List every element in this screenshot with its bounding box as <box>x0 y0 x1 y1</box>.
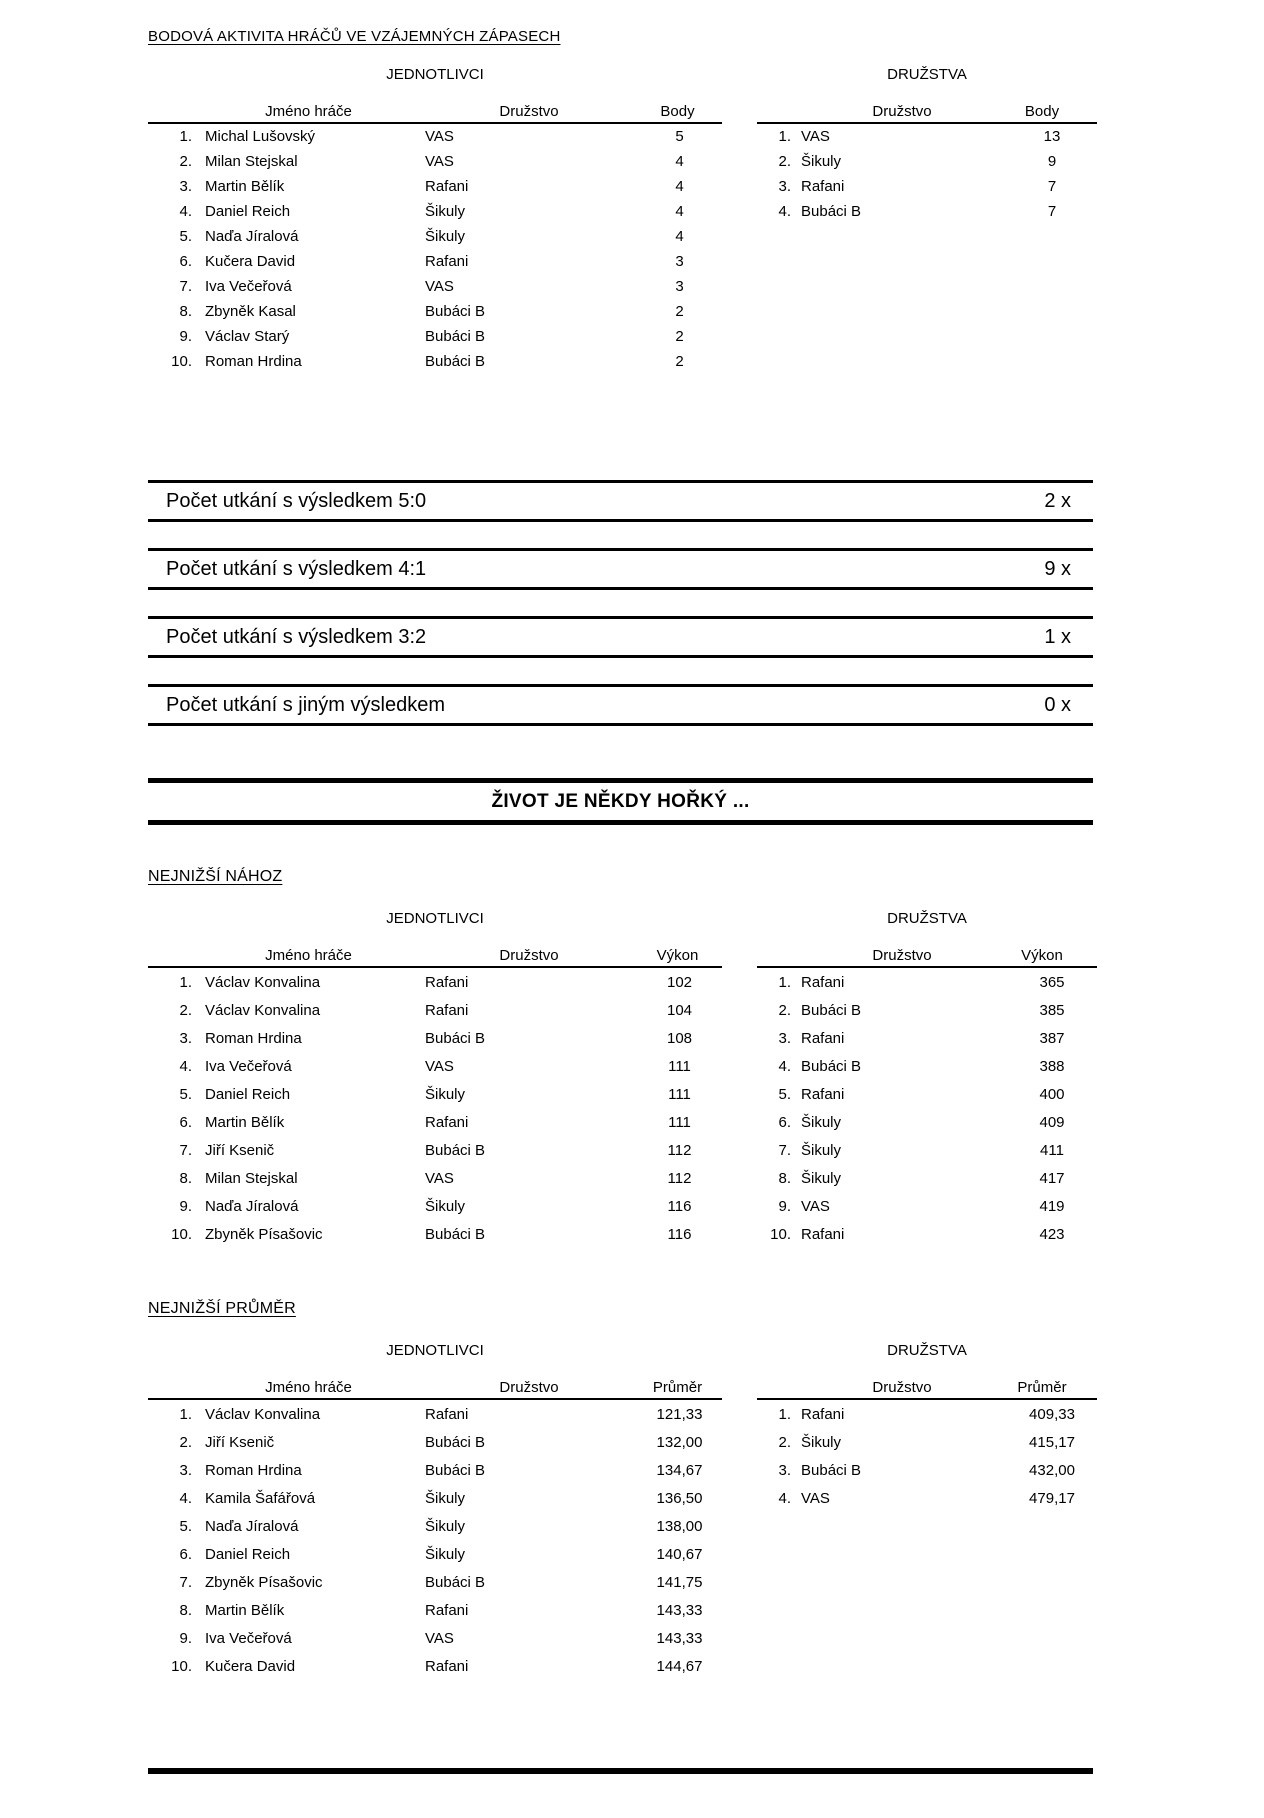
average-teams-table <box>757 1342 1097 1680</box>
table-row <box>148 996 722 1024</box>
table-row <box>148 1136 722 1164</box>
row-average: 121,33 <box>656 1405 703 1423</box>
row-player-name: Milan Stejskal <box>205 153 298 170</box>
table-row <box>148 199 722 224</box>
table-row <box>757 174 1097 199</box>
row-rank: 9. <box>179 328 192 345</box>
row-points: 7 <box>1047 178 1057 195</box>
row-rank: 2. <box>179 1433 192 1451</box>
table-row <box>757 1080 1097 1108</box>
row-team: Šikuly <box>425 1085 466 1103</box>
table-header <box>757 946 1097 968</box>
row-team: Šikuly <box>801 1113 842 1131</box>
row-player-name: Zbyněk Kasal <box>205 303 296 320</box>
row-performance: 111 <box>668 1113 691 1131</box>
points-individuals-table <box>148 66 722 374</box>
row-rank: 2. <box>179 153 192 170</box>
points-activity-section <box>148 66 1264 374</box>
row-player-name: Roman Hrdina <box>205 353 302 370</box>
table-row <box>757 1136 1097 1164</box>
row-points: 7 <box>1047 203 1057 220</box>
row-rank: 1. <box>778 973 791 991</box>
row-team: Bubáci B <box>425 1573 486 1591</box>
col-header-performance: Výkon <box>656 947 699 964</box>
table-row <box>148 1108 722 1136</box>
row-team: Bubáci B <box>425 303 486 320</box>
row-average: 140,67 <box>656 1545 703 1563</box>
row-performance: 400 <box>1039 1085 1065 1103</box>
row-team: Rafani <box>425 253 469 270</box>
row-player-name: Zbyněk Písašovic <box>205 1573 323 1591</box>
table-row <box>148 299 722 324</box>
row-average: 409,33 <box>1029 1405 1075 1423</box>
row-points: 4 <box>675 203 684 220</box>
row-player-name: Kučera David <box>205 253 296 270</box>
row-points: 2 <box>675 353 684 370</box>
table-row <box>757 1484 1097 1512</box>
table-row <box>148 1220 722 1248</box>
row-rank: 3. <box>179 1461 192 1479</box>
row-player-name: Daniel Reich <box>205 203 291 220</box>
row-player-name: Václav Konvalina <box>205 1405 321 1423</box>
table-row <box>148 349 722 374</box>
row-rank: 2. <box>179 1001 192 1019</box>
row-team: Rafani <box>801 178 845 195</box>
table-row <box>757 968 1097 996</box>
row-average: 132,00 <box>656 1433 703 1451</box>
table-row <box>148 1512 722 1540</box>
table-row <box>148 274 722 299</box>
table-row <box>757 996 1097 1024</box>
row-rank: 6. <box>778 1113 791 1131</box>
table-header <box>148 946 722 968</box>
col-header-performance: Výkon <box>1021 947 1063 964</box>
row-rank: 3. <box>778 1029 791 1047</box>
row-performance: 111 <box>668 1085 691 1103</box>
table-row <box>148 1596 722 1624</box>
row-team: VAS <box>425 153 454 170</box>
row-performance: 116 <box>667 1225 692 1243</box>
row-rank: 10. <box>171 353 192 370</box>
row-performance: 411 <box>1040 1141 1064 1159</box>
row-team: Bubáci B <box>425 1433 486 1451</box>
row-team: Rafani <box>425 1405 469 1423</box>
row-rank: 3. <box>179 178 192 195</box>
row-player-name: Daniel Reich <box>205 1085 291 1103</box>
table-row <box>757 1220 1097 1248</box>
row-rank: 4. <box>778 1489 791 1507</box>
table-row <box>757 1052 1097 1080</box>
teams-heading: DRUŽSTVA <box>887 66 967 83</box>
row-performance: 365 <box>1039 973 1065 991</box>
col-header-average: Průměr <box>652 1379 703 1396</box>
col-header-team: Družstvo <box>872 103 932 120</box>
table-row <box>757 1428 1097 1456</box>
row-player-name: Martin Bělík <box>205 178 285 195</box>
row-performance: 116 <box>667 1197 692 1215</box>
col-header-player-name: Jméno hráče <box>265 947 352 964</box>
table-row <box>148 224 722 249</box>
match-count-label: Počet utkání s výsledkem 5:0 <box>166 489 427 512</box>
row-player-name: Iva Večeřová <box>205 1057 292 1075</box>
table-row <box>148 968 722 996</box>
banner-bottom-rule <box>148 820 1093 825</box>
row-performance: 385 <box>1039 1001 1065 1019</box>
row-player-name: Kamila Šafářová <box>205 1489 316 1507</box>
row-points: 2 <box>675 303 684 320</box>
table-row <box>148 1192 722 1220</box>
row-rank: 10. <box>770 1225 791 1243</box>
row-rank: 4. <box>179 1057 192 1075</box>
row-player-name: Jiří Ksenič <box>205 1141 275 1159</box>
row-team: Rafani <box>425 178 469 195</box>
table-row <box>148 1080 722 1108</box>
row-performance: 108 <box>666 1029 693 1047</box>
match-count-box <box>148 616 1093 658</box>
table-header <box>148 1378 722 1400</box>
row-rank: 8. <box>179 303 192 320</box>
table-row <box>757 1024 1097 1052</box>
row-player-name: Martin Bělík <box>205 1601 285 1619</box>
row-points: 4 <box>675 228 684 245</box>
row-average: 143,33 <box>656 1629 703 1647</box>
row-player-name: Roman Hrdina <box>205 1461 302 1479</box>
row-points: 2 <box>675 328 684 345</box>
row-team: Rafani <box>425 1001 469 1019</box>
col-header-team: Družstvo <box>872 1379 932 1396</box>
row-performance: 104 <box>666 1001 693 1019</box>
row-rank: 1. <box>778 1405 791 1423</box>
row-points: 3 <box>675 278 684 295</box>
col-header-player-name: Jméno hráče <box>265 1379 352 1396</box>
table-row <box>148 1568 722 1596</box>
row-performance: 409 <box>1039 1113 1065 1131</box>
row-rank: 10. <box>171 1225 192 1243</box>
row-player-name: Martin Bělík <box>205 1113 285 1131</box>
row-team: Rafani <box>425 1601 469 1619</box>
match-count-label: Počet utkání s jiným výsledkem <box>166 693 445 716</box>
row-rank: 3. <box>778 1461 791 1479</box>
row-rank: 2. <box>778 1433 791 1451</box>
table-row <box>757 124 1097 149</box>
average-individuals-table <box>148 1342 722 1680</box>
row-points: 4 <box>675 153 684 170</box>
row-team: Šikuly <box>425 203 466 220</box>
row-average: 138,00 <box>656 1517 703 1535</box>
table-row <box>148 149 722 174</box>
row-points: 5 <box>675 128 684 145</box>
match-count-box <box>148 684 1093 726</box>
table-row <box>148 249 722 274</box>
row-team: Šikuly <box>801 1169 842 1187</box>
individuals-heading: JEDNOTLIVCI <box>386 66 484 83</box>
row-rank: 4. <box>778 203 791 220</box>
teams-heading: DRUŽSTVA <box>887 1342 967 1359</box>
row-player-name: Naďa Jíralová <box>205 228 299 245</box>
row-performance: 417 <box>1039 1169 1065 1187</box>
row-player-name: Roman Hrdina <box>205 1029 302 1047</box>
col-header-team: Družstvo <box>499 1379 559 1396</box>
row-team: Bubáci B <box>425 328 486 345</box>
row-team: VAS <box>801 1489 830 1507</box>
row-rank: 7. <box>179 278 192 295</box>
col-header-team: Družstvo <box>872 947 932 964</box>
row-rank: 4. <box>179 1489 192 1507</box>
row-player-name: Zbyněk Písašovic <box>205 1225 323 1243</box>
col-header-team: Družstvo <box>499 103 559 120</box>
row-rank: 5. <box>179 228 192 245</box>
row-average: 143,33 <box>656 1601 703 1619</box>
match-count-value: 9 x <box>1044 557 1071 580</box>
row-team: VAS <box>425 128 454 145</box>
row-rank: 1. <box>179 1405 192 1423</box>
row-rank: 8. <box>179 1169 192 1187</box>
row-player-name: Naďa Jíralová <box>205 1517 299 1535</box>
row-team: Šikuly <box>801 1141 842 1159</box>
row-rank: 2. <box>778 1001 791 1019</box>
row-rank: 6. <box>179 253 192 270</box>
row-team: VAS <box>425 1057 454 1075</box>
row-average: 136,50 <box>656 1489 703 1507</box>
row-team: Bubáci B <box>801 1057 862 1075</box>
table-row <box>757 1108 1097 1136</box>
row-rank: 7. <box>778 1141 791 1159</box>
row-team: VAS <box>801 128 830 145</box>
row-team: VAS <box>425 1629 454 1647</box>
row-team: Bubáci B <box>801 1461 862 1479</box>
row-team: Bubáci B <box>425 1029 486 1047</box>
row-rank: 6. <box>179 1113 192 1131</box>
throw-individuals-table <box>148 910 722 1248</box>
row-average: 144,67 <box>656 1657 703 1675</box>
row-points: 4 <box>675 178 684 195</box>
table-row <box>148 1052 722 1080</box>
row-points: 13 <box>1043 128 1061 145</box>
col-header-team: Družstvo <box>499 947 559 964</box>
row-performance: 388 <box>1039 1057 1065 1075</box>
row-team: Šikuly <box>425 1489 466 1507</box>
row-team: Rafani <box>425 973 469 991</box>
row-team: Rafani <box>425 1113 469 1131</box>
row-player-name: Naďa Jíralová <box>205 1197 299 1215</box>
row-performance: 102 <box>666 973 693 991</box>
table-row <box>148 1164 722 1192</box>
table-row <box>148 1428 722 1456</box>
row-performance: 112 <box>667 1141 692 1159</box>
row-performance: 387 <box>1039 1029 1065 1047</box>
table-row <box>148 1024 722 1052</box>
row-rank: 2. <box>778 153 791 170</box>
row-rank: 8. <box>179 1601 192 1619</box>
table-row <box>148 1456 722 1484</box>
bottom-rule <box>148 1768 1093 1774</box>
row-player-name: Václav Starý <box>205 328 290 345</box>
table-row <box>148 174 722 199</box>
row-team: Šikuly <box>801 1433 842 1451</box>
match-count-box <box>148 548 1093 590</box>
row-player-name: Jiří Ksenič <box>205 1433 275 1451</box>
row-team: Rafani <box>801 1085 845 1103</box>
match-count-value: 0 x <box>1044 693 1071 716</box>
row-rank: 1. <box>179 973 192 991</box>
row-average: 415,17 <box>1029 1433 1075 1451</box>
match-count-label: Počet utkání s výsledkem 4:1 <box>166 557 427 580</box>
row-player-name: Milan Stejskal <box>205 1169 298 1187</box>
row-performance: 423 <box>1039 1225 1065 1243</box>
row-performance: 112 <box>667 1169 692 1187</box>
table-row <box>757 1456 1097 1484</box>
row-average: 432,00 <box>1029 1461 1075 1479</box>
col-header-player-name: Jméno hráče <box>265 103 352 120</box>
row-rank: 7. <box>179 1573 192 1591</box>
row-rank: 10. <box>171 1657 192 1675</box>
table-header <box>757 102 1097 124</box>
match-count-value: 2 x <box>1044 489 1071 512</box>
row-performance: 111 <box>668 1057 691 1075</box>
row-team: Šikuly <box>425 1517 466 1535</box>
row-team: Bubáci B <box>425 1461 486 1479</box>
col-header-points: Body <box>1024 103 1060 120</box>
banner <box>148 778 1093 825</box>
row-points: 3 <box>675 253 684 270</box>
table-header <box>757 1378 1097 1400</box>
row-rank: 9. <box>778 1197 791 1215</box>
lowest-average-heading: NEJNIŽŠÍ PRŮMĚR <box>148 1300 296 1317</box>
table-row <box>757 1192 1097 1220</box>
table-row <box>757 1400 1097 1428</box>
table-row <box>148 1652 722 1680</box>
table-row <box>148 1540 722 1568</box>
individuals-heading: JEDNOTLIVCI <box>386 1342 484 1359</box>
row-rank: 4. <box>179 203 192 220</box>
teams-heading: DRUŽSTVA <box>887 910 967 927</box>
table-row <box>148 124 722 149</box>
table-row <box>757 199 1097 224</box>
match-count-label: Počet utkání s výsledkem 3:2 <box>166 625 427 648</box>
row-player-name: Václav Konvalina <box>205 1001 321 1019</box>
table-row <box>148 1484 722 1512</box>
row-team: Bubáci B <box>801 1001 862 1019</box>
row-rank: 1. <box>778 128 791 145</box>
row-player-name: Michal Lušovský <box>205 128 316 145</box>
individuals-heading: JEDNOTLIVCI <box>386 910 484 927</box>
lowest-throw-heading: NEJNIŽŠÍ NÁHOZ <box>148 868 283 885</box>
row-rank: 5. <box>778 1085 791 1103</box>
row-team: VAS <box>425 278 454 295</box>
lowest-average-section <box>148 1342 1264 1680</box>
col-header-points: Body <box>660 103 695 120</box>
lowest-throw-section <box>148 910 1264 1248</box>
row-team: Šikuly <box>801 153 842 170</box>
page-title: BODOVÁ AKTIVITA HRÁČŮ VE VZÁJEMNÝCH ZÁPASECH <box>148 28 561 45</box>
row-team: Rafani <box>801 973 845 991</box>
table-row <box>757 149 1097 174</box>
row-rank: 8. <box>778 1169 791 1187</box>
row-team: Bubáci B <box>801 203 862 220</box>
row-team: Rafani <box>801 1405 845 1423</box>
row-points: 9 <box>1047 153 1057 170</box>
match-count-box <box>148 480 1093 522</box>
row-player-name: Iva Večeřová <box>205 1629 292 1647</box>
table-row <box>148 1624 722 1652</box>
banner-text: ŽIVOT JE NĚKDY HOŘKÝ ... <box>491 791 750 812</box>
row-team: Rafani <box>801 1225 845 1243</box>
match-count-boxes <box>148 480 1093 726</box>
row-rank: 3. <box>778 178 791 195</box>
row-performance: 419 <box>1039 1197 1065 1215</box>
row-average: 141,75 <box>656 1573 703 1591</box>
row-rank: 9. <box>179 1197 192 1215</box>
row-player-name: Iva Večeřová <box>205 278 292 295</box>
row-team: Bubáci B <box>425 1141 486 1159</box>
row-team: Šikuly <box>425 1197 466 1215</box>
row-team: VAS <box>425 1169 454 1187</box>
row-player-name: Václav Konvalina <box>205 973 321 991</box>
points-teams-table <box>757 66 1097 374</box>
throw-teams-table <box>757 910 1097 1248</box>
row-rank: 1. <box>179 128 192 145</box>
row-team: Bubáci B <box>425 1225 486 1243</box>
row-average: 134,67 <box>656 1461 703 1479</box>
row-average: 479,17 <box>1029 1489 1075 1507</box>
row-player-name: Daniel Reich <box>205 1545 291 1563</box>
row-rank: 7. <box>179 1141 192 1159</box>
row-team: Bubáci B <box>425 353 486 370</box>
col-header-average: Průměr <box>1017 1379 1067 1396</box>
row-rank: 4. <box>778 1057 791 1075</box>
row-team: Šikuly <box>425 228 466 245</box>
table-row <box>148 1400 722 1428</box>
table-row <box>148 324 722 349</box>
row-rank: 9. <box>179 1629 192 1647</box>
table-header <box>148 102 722 124</box>
row-team: Šikuly <box>425 1545 466 1563</box>
table-row <box>757 1164 1097 1192</box>
row-team: Rafani <box>801 1029 845 1047</box>
row-player-name: Kučera David <box>205 1657 296 1675</box>
row-rank: 5. <box>179 1517 192 1535</box>
row-rank: 5. <box>179 1085 192 1103</box>
row-team: Rafani <box>425 1657 469 1675</box>
row-team: VAS <box>801 1197 830 1215</box>
match-count-value: 1 x <box>1044 625 1071 648</box>
row-rank: 3. <box>179 1029 192 1047</box>
row-rank: 6. <box>179 1545 192 1563</box>
